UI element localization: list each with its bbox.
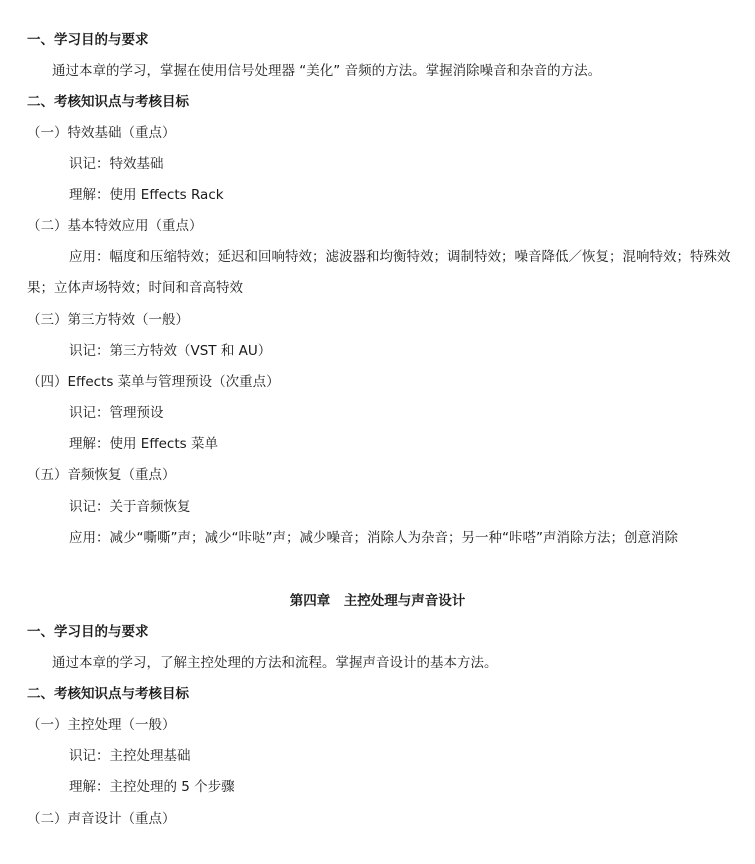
- item-understand: 理解：使用 Effects Rack: [69, 187, 224, 203]
- paragraph-objectives: 通过本章的学习，了解主控处理的方法和流程。掌握声音设计的基本方法。: [52, 655, 498, 671]
- subsection-audio-restoration: （五）音频恢复（重点）: [27, 467, 176, 483]
- item-apply-restoration: 应用：减少“嘶嘶”声；减少“咔哒”声；减少噪音；消除人为杂音；另一种“咔嗒”声消除方法；创意消除: [69, 530, 678, 546]
- subsection-effects-menu: （四）Effects 菜单与管理预设（次重点）: [27, 374, 280, 390]
- item-understand: 理解：使用 Effects 菜单: [69, 436, 218, 452]
- item-memorize: 识记：关于音频恢复: [69, 499, 191, 515]
- section-heading-objectives: 一、学习目的与要求: [27, 624, 149, 640]
- paragraph-objectives: 通过本章的学习，掌握在使用信号处理器 “美化” 音频的方法。掌握消除噪音和杂音的方法。: [52, 63, 602, 79]
- section-heading-assessment: 二、考核知识点与考核目标: [27, 686, 189, 702]
- subsection-mastering: （一）主控处理（一般）: [27, 717, 176, 733]
- item-memorize: 识记：主控处理基础: [69, 748, 191, 764]
- item-understand: 理解：主控处理的 5 个步骤: [69, 779, 235, 795]
- subsection-sound-design: （二）声音设计（重点）: [27, 811, 176, 827]
- subsection-effects-basics: （一）特效基础（重点）: [27, 125, 176, 141]
- item-memorize: 识记：管理预设: [69, 405, 164, 421]
- chapter-title: 第四章 主控处理与声音设计: [289, 593, 466, 609]
- section-heading-assessment: 二、考核知识点与考核目标: [27, 94, 189, 110]
- section-heading-objectives: 一、学习目的与要求: [27, 32, 149, 48]
- subsection-basic-effects: （二）基本特效应用（重点）: [27, 218, 203, 234]
- subsection-third-party: （三）第三方特效（一般）: [27, 312, 189, 328]
- item-memorize: 识记：第三方特效（VST 和 AU）: [69, 343, 272, 359]
- item-memorize: 识记：特效基础: [69, 156, 164, 172]
- item-apply-effects: 应用：幅度和压缩特效；延迟和回响特效；滤波器和均衡特效；调制特效；噪音降低／恢复；混响特效；特殊效果；立体声场特效；时间和音高特效: [27, 249, 731, 296]
